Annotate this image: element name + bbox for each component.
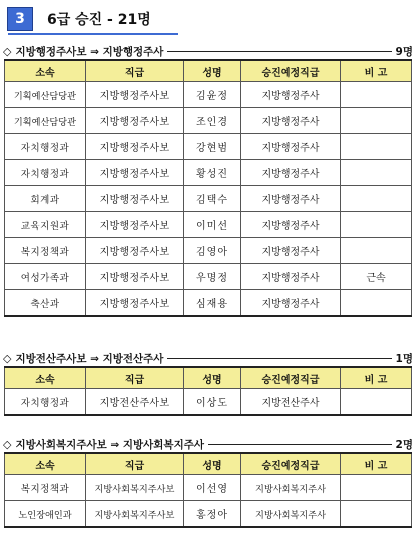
table-row	[5, 501, 412, 528]
col-header-dept: 소속	[5, 367, 86, 389]
table-row	[5, 82, 412, 108]
section-heading	[3, 43, 413, 59]
cell-target: 지방전산주사	[241, 389, 341, 416]
cell-dept: 기획예산담당관	[5, 108, 86, 134]
cell-grade: 지방행정주사보	[86, 186, 184, 212]
col-header-grade: 직급	[86, 60, 184, 82]
section-count: 2명	[395, 438, 413, 451]
cell-note	[341, 290, 412, 317]
table-row	[5, 238, 412, 264]
table-row	[5, 212, 412, 238]
cell-note	[341, 501, 412, 528]
col-header-note: 비 고	[341, 453, 412, 475]
cell-target: 지방행정주사	[241, 264, 341, 290]
table-row	[5, 264, 412, 290]
cell-name: 김택수	[184, 186, 241, 212]
table-header-row	[5, 60, 412, 82]
cell-target: 지방행정주사	[241, 160, 341, 186]
col-header-name: 성명	[184, 60, 241, 82]
cell-note	[341, 160, 412, 186]
cell-dept: 회계과	[5, 186, 86, 212]
cell-grade: 지방사회복지주사보	[86, 475, 184, 501]
col-header-name: 성명	[184, 367, 241, 389]
cell-target: 지방행정주사	[241, 108, 341, 134]
cell-name: 이상도	[184, 389, 241, 416]
cell-target: 지방행정주사	[241, 290, 341, 317]
col-header-target: 승진예정직급	[241, 453, 341, 475]
cell-name: 조인경	[184, 108, 241, 134]
col-header-name: 성명	[184, 453, 241, 475]
page-title-row	[7, 6, 151, 32]
cell-note	[341, 475, 412, 501]
diamond-icon: ◇	[3, 437, 12, 451]
cell-dept: 기획예산담당관	[5, 82, 86, 108]
col-header-dept: 소속	[5, 453, 86, 475]
cell-dept: 복지정책과	[5, 238, 86, 264]
cell-name: 이선영	[184, 475, 241, 501]
cell-note	[341, 212, 412, 238]
section-heading-text: 지방사회복지주사보 ⇒ 지방사회복지주사	[15, 438, 205, 451]
cell-dept: 자치행정과	[5, 160, 86, 186]
cell-target: 지방행정주사	[241, 186, 341, 212]
cell-name: 이미선	[184, 212, 241, 238]
page-title: 6급 승진 - 21명	[47, 12, 151, 28]
cell-note	[341, 108, 412, 134]
col-header-target: 승진예정직급	[241, 367, 341, 389]
cell-grade: 지방행정주사보	[86, 134, 184, 160]
cell-name: 김영아	[184, 238, 241, 264]
col-header-target: 승진예정직급	[241, 60, 341, 82]
table-row	[5, 475, 412, 501]
cell-note	[341, 82, 412, 108]
cell-target: 지방사회복지주사	[241, 475, 341, 501]
section-heading-text: 지방전산주사보 ⇒ 지방전산주사	[15, 352, 164, 365]
cell-target: 지방행정주사	[241, 134, 341, 160]
cell-target: 지방행정주사	[241, 238, 341, 264]
section-heading	[3, 350, 413, 366]
section-number-badge: 3	[7, 7, 33, 31]
cell-dept: 자치행정과	[5, 134, 86, 160]
promotion-table	[4, 452, 412, 528]
cell-grade: 지방행정주사보	[86, 108, 184, 134]
table-row	[5, 134, 412, 160]
diamond-icon: ◇	[3, 44, 12, 58]
section-heading-text: 지방행정주사보 ⇒ 지방행정주사	[15, 45, 164, 58]
table-row	[5, 108, 412, 134]
cell-note	[341, 389, 412, 416]
cell-name: 강현범	[184, 134, 241, 160]
section-count: 9명	[395, 45, 413, 58]
heading-rule	[167, 51, 391, 52]
table-header-row	[5, 453, 412, 475]
cell-dept: 교육지원과	[5, 212, 86, 238]
table-row	[5, 186, 412, 212]
cell-note	[341, 238, 412, 264]
section-welfare	[3, 436, 413, 528]
heading-rule	[208, 444, 392, 445]
cell-grade: 지방행정주사보	[86, 264, 184, 290]
cell-target: 지방행정주사	[241, 82, 341, 108]
heading-rule	[167, 358, 391, 359]
cell-note: 근속	[341, 264, 412, 290]
section-admin	[3, 43, 413, 317]
cell-name: 우명정	[184, 264, 241, 290]
cell-grade: 지방전산주사보	[86, 389, 184, 416]
table-header-row	[5, 367, 412, 389]
col-header-dept: 소속	[5, 60, 86, 82]
cell-name: 황성진	[184, 160, 241, 186]
cell-note	[341, 186, 412, 212]
cell-grade: 지방사회복지주사보	[86, 501, 184, 528]
promotion-table	[4, 59, 412, 317]
cell-name: 김윤정	[184, 82, 241, 108]
cell-target: 지방사회복지주사	[241, 501, 341, 528]
title-underline	[8, 33, 178, 35]
cell-dept: 복지정책과	[5, 475, 86, 501]
cell-name: 심재용	[184, 290, 241, 317]
promotion-table	[4, 366, 412, 416]
col-header-grade: 직급	[86, 367, 184, 389]
cell-grade: 지방행정주사보	[86, 82, 184, 108]
table-row	[5, 290, 412, 317]
table-row	[5, 389, 412, 416]
cell-grade: 지방행정주사보	[86, 160, 184, 186]
cell-name: 홍정아	[184, 501, 241, 528]
diamond-icon: ◇	[3, 351, 12, 365]
table-row	[5, 160, 412, 186]
col-header-note: 비 고	[341, 60, 412, 82]
cell-dept: 노인장애인과	[5, 501, 86, 528]
col-header-grade: 직급	[86, 453, 184, 475]
cell-target: 지방행정주사	[241, 212, 341, 238]
section-heading	[3, 436, 413, 452]
cell-dept: 여성가족과	[5, 264, 86, 290]
cell-grade: 지방행정주사보	[86, 238, 184, 264]
cell-dept: 축산과	[5, 290, 86, 317]
section-it	[3, 350, 413, 416]
cell-dept: 자치행정과	[5, 389, 86, 416]
cell-grade: 지방행정주사보	[86, 212, 184, 238]
cell-note	[341, 134, 412, 160]
cell-grade: 지방행정주사보	[86, 290, 184, 317]
col-header-note: 비 고	[341, 367, 412, 389]
section-count: 1명	[395, 352, 413, 365]
